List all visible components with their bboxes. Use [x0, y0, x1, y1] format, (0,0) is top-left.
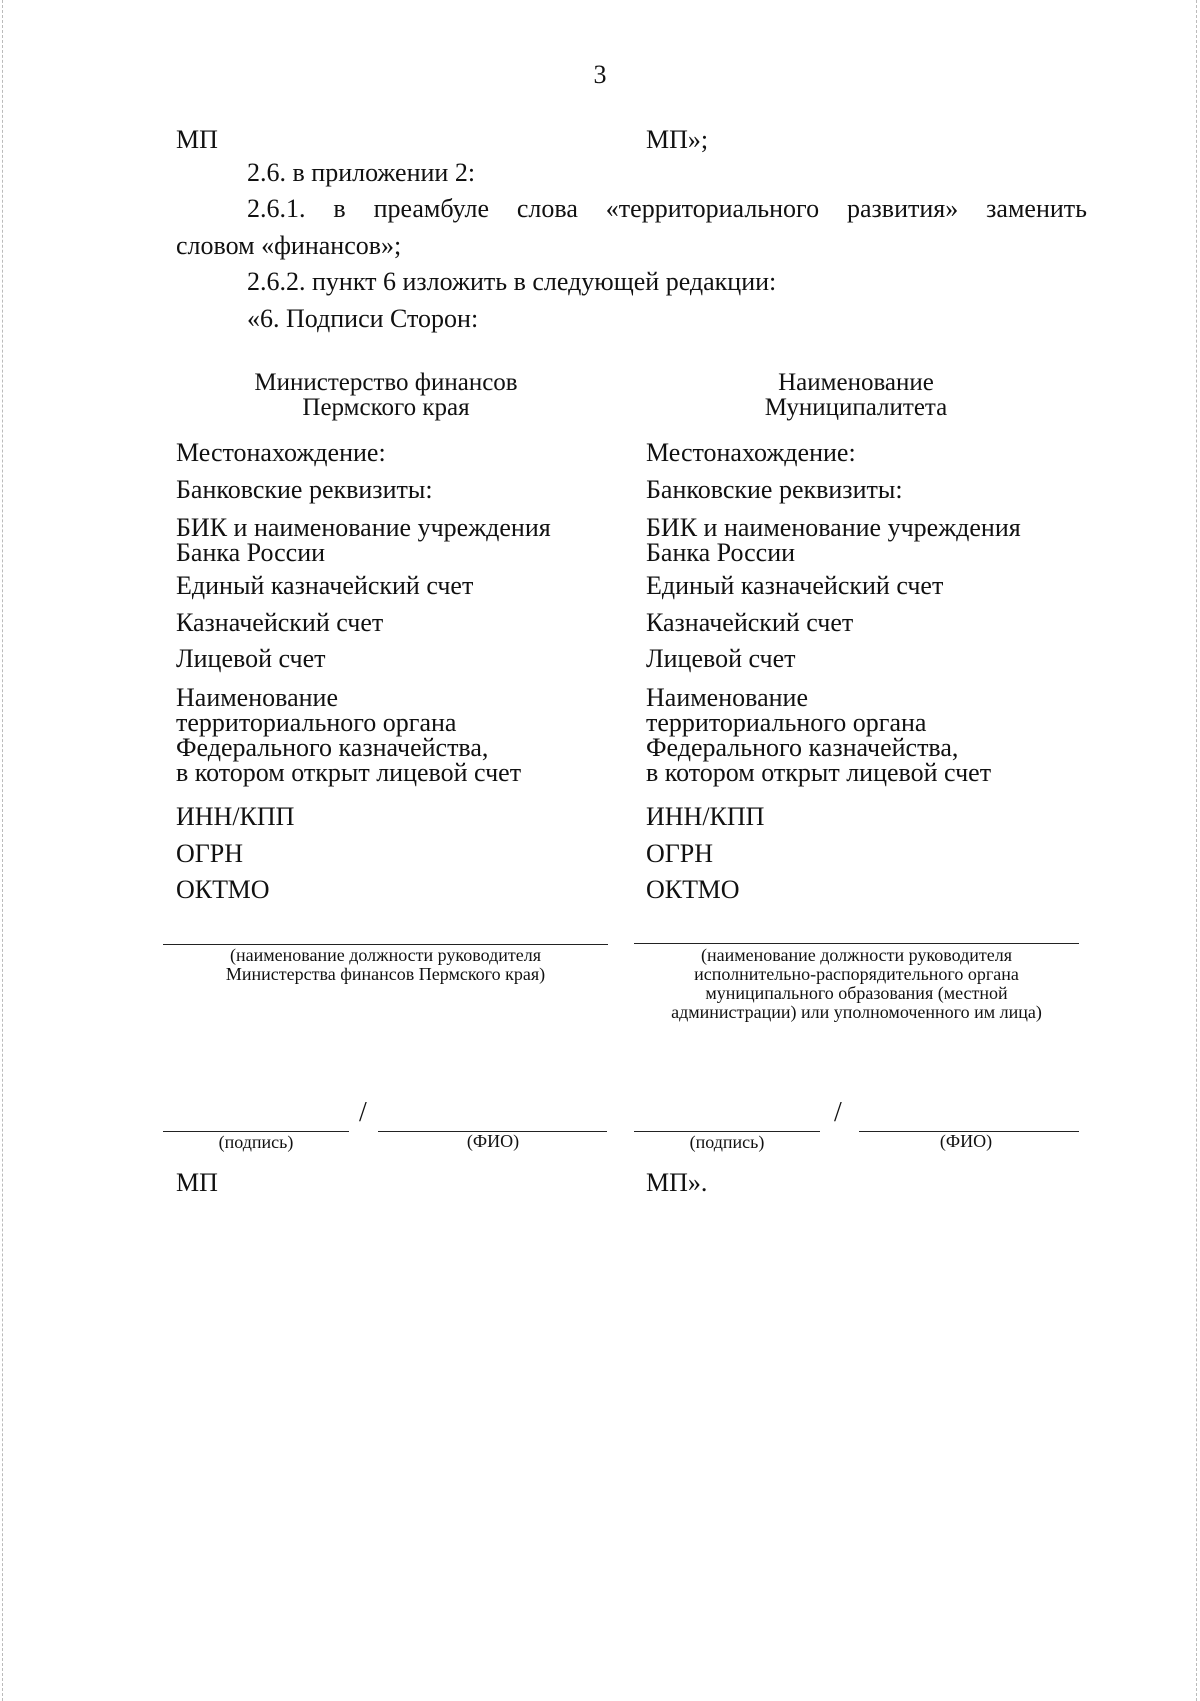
left-personal-account: Лицевой счет — [176, 644, 326, 673]
left-oktmo: ОКТМО — [176, 875, 270, 904]
right-name-caption: (ФИО) — [939, 1131, 993, 1151]
left-treasury-account: Казначейский счет — [176, 608, 384, 637]
right-tfk-line2: территориального органа — [646, 708, 927, 737]
right-bik-line1: БИК и наименование учреждения — [646, 513, 1021, 542]
right-bik-block — [646, 515, 1021, 565]
left-tfk-line1: Наименование — [176, 683, 338, 712]
left-party-block — [176, 370, 596, 420]
left-tfk-block — [176, 685, 521, 785]
left-tfk-line2: территориального органа — [176, 708, 457, 737]
right-position-caption-line1: (наименование должности руководителя — [700, 945, 1013, 965]
right-location: Местонахождение: — [646, 438, 856, 467]
stamp-right-top: МП»; — [646, 125, 709, 154]
paragraph-2-6: 2.6. в приложении 2: — [247, 158, 476, 187]
left-single-treasury-account: Единый казначейский счет — [176, 571, 474, 600]
right-position-line — [634, 943, 1079, 944]
right-tfk-block — [646, 685, 991, 785]
left-ogrn: ОГРН — [176, 839, 244, 868]
scan-edge-left — [2, 0, 3, 1701]
left-tfk-line3: Федерального казначейства, — [176, 733, 489, 762]
right-personal-account: Лицевой счет — [646, 644, 796, 673]
scan-edge-right — [1196, 0, 1197, 1701]
left-inn-kpp: ИНН/КПП — [176, 802, 295, 831]
right-treasury-account: Казначейский счет — [646, 608, 854, 637]
left-signature-caption: (подпись) — [218, 1132, 294, 1152]
left-tfk-line4: в котором открыт лицевой счет — [176, 758, 522, 787]
stamp-left-top: МП — [176, 125, 218, 154]
right-head-line2: Муниципалитета — [764, 394, 948, 421]
left-bik-line1: БИК и наименование учреждения — [176, 513, 551, 542]
left-party-head — [176, 370, 596, 420]
right-party-head — [646, 370, 1066, 420]
paragraph-2-6-2: 2.6.2. пункт 6 изложить в следующей редакции: — [247, 267, 777, 296]
left-head-line2: Пермского края — [302, 394, 470, 421]
right-tfk-line4: в котором открыт лицевой счет — [646, 758, 992, 787]
right-bank-details: Банковские реквизиты: — [646, 475, 903, 504]
right-head-line1: Наименование — [778, 369, 934, 396]
right-party-block — [646, 370, 1066, 420]
right-tfk-line3: Федерального казначейства, — [646, 733, 959, 762]
right-oktmo: ОКТМО — [646, 875, 740, 904]
right-bik-line2: Банка России — [646, 538, 796, 567]
left-name-caption: (ФИО) — [466, 1131, 520, 1151]
left-bank-details: Банковские реквизиты: — [176, 475, 433, 504]
stamp-left-bottom: МП — [176, 1168, 218, 1197]
page-number: 3 — [593, 60, 607, 89]
left-slash: / — [359, 1097, 367, 1128]
right-position-caption — [634, 946, 1079, 1022]
right-position-caption-line2: исполнительно-распорядительного органа — [694, 964, 1019, 984]
right-ogrn: ОГРН — [646, 839, 714, 868]
paragraph-signatures-heading: «6. Подписи Сторон: — [247, 304, 479, 333]
right-signature-caption: (подпись) — [689, 1132, 765, 1152]
right-tfk-line1: Наименование — [646, 683, 808, 712]
right-position-caption-line3: муниципального образования (местной — [705, 983, 1008, 1003]
stamp-right-bottom: МП». — [646, 1168, 708, 1197]
right-position-caption-line4: администрации) или уполномоченного им лица) — [671, 1002, 1042, 1022]
left-bik-line2: Банка России — [176, 538, 326, 567]
right-inn-kpp: ИНН/КПП — [646, 802, 765, 831]
right-slash: / — [834, 1097, 842, 1128]
paragraph-2-6-1: 2.6.1. в преамбуле слова «территориального развития» заменить — [247, 194, 1087, 223]
left-position-caption-line1: (наименование должности руководителя — [229, 945, 542, 965]
right-single-treasury-account: Единый казначейский счет — [646, 571, 944, 600]
paragraph-2-6-1-cont: словом «финансов»; — [176, 231, 402, 260]
left-position-caption — [163, 946, 608, 984]
left-bik-block — [176, 515, 551, 565]
left-head-line1: Министерство финансов — [254, 369, 518, 396]
left-location: Местонахождение: — [176, 438, 386, 467]
left-position-caption-line2: Министерства финансов Пермского края) — [225, 964, 546, 984]
